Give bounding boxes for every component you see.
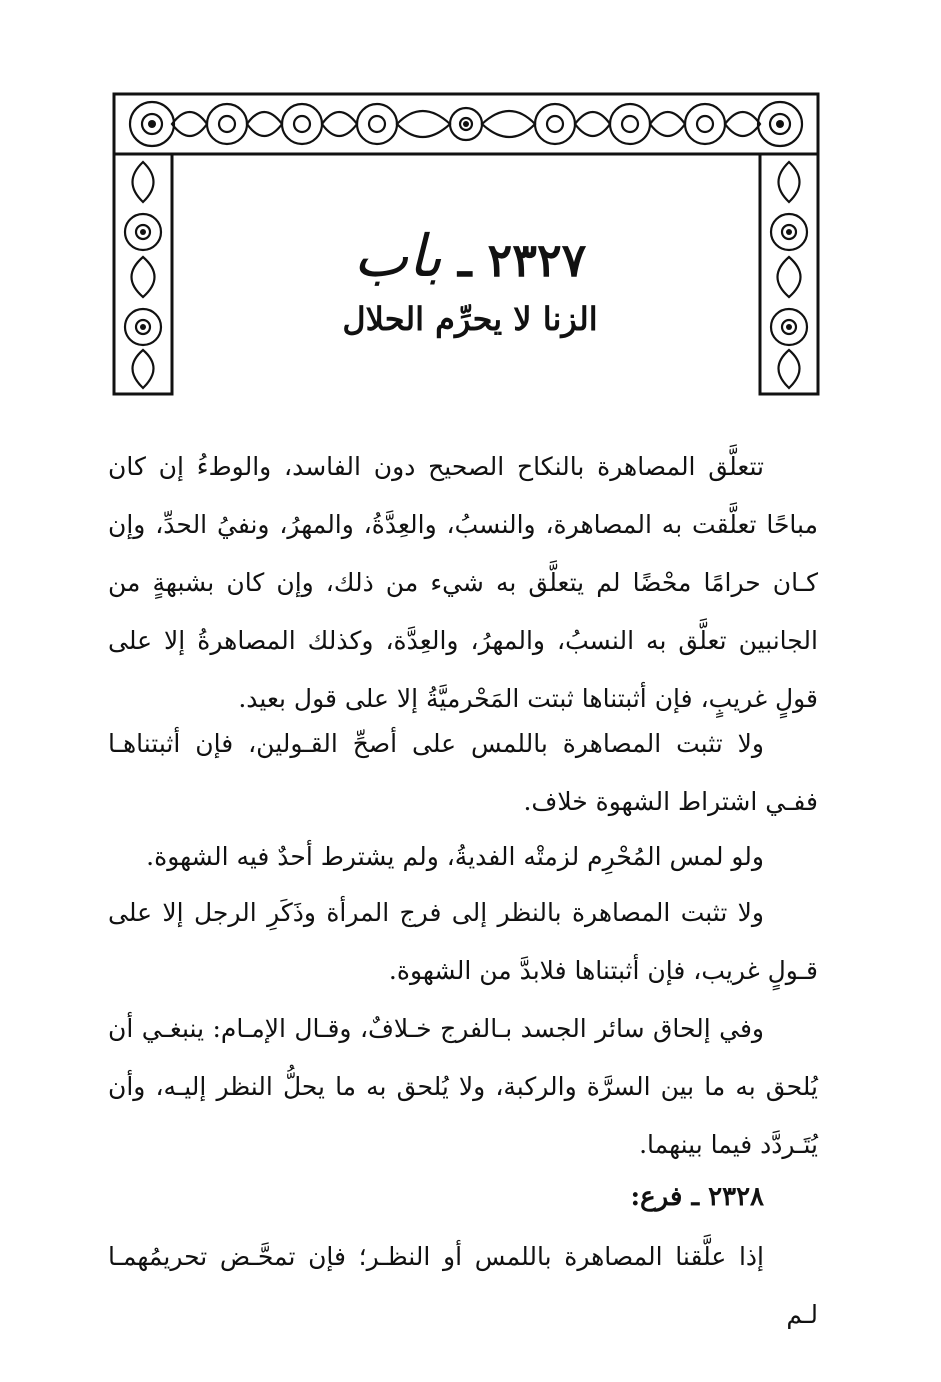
section-number: ٢٣٢٨ <box>708 1182 764 1212</box>
paragraph-4-text: ولا تثبت المصاهرة بالنظر إلى فرج المرأة وذَكَرِ الرجل إلا على قـولٍ غريب، فإن أثبتناها فلابدَّ من الشهوة. <box>108 898 818 985</box>
paragraph-6 <box>108 1228 818 1344</box>
chapter-title: الزنا لا يحرِّم الحلال <box>342 300 598 338</box>
chapter-dash: ـ <box>458 233 472 287</box>
paragraph-2 <box>108 715 818 831</box>
paragraph-3-text: ولو لمس المُحْرِم لزمتْه الفديةُ، ولم يشترط أحدٌ فيه الشهوة. <box>146 842 764 871</box>
paragraph-1-text: تتعلَّق المصاهرة بالنكاح الصحيح دون الفاسد، والوطءُ إن كان مباحًا تعلَّقت به المصاهرة، والنسبُ، والعِدَّةُ، والمهرُ، ونفيُ الحدِّ، وإن كـان حرامًا محْضًا لم يتعلَّق به شيء من ذلك، وإن كان بشبهةٍ من الجانبين تعلَّق به النسبُ، والمهرُ، والعِدَّة، وكذلك المصاهرةُ إلا على قولٍ غريبٍ، فإن أثبتناها ثبتت المَحْرميَّةُ إلا على قول بعيد. <box>108 452 818 713</box>
paragraph-4 <box>108 884 818 1000</box>
chapter-heading <box>200 222 740 290</box>
paragraph-1 <box>108 438 818 728</box>
section-heading: ٢٣٢٨ ـ فرع: <box>630 1182 764 1212</box>
section-label: فرع: <box>630 1182 683 1212</box>
chapter-word: باب <box>353 222 443 290</box>
paragraph-5-text: وفي إلحاق سائر الجسد بـالفرج خـلافٌ، وقـال الإمـام: ينبغـي أن يُلحق به ما بين السرَّة والركبة، ولا يُلحق به ما يحلُّ النظر إليـه، وأن يُتَـردَّد فيما بينهما. <box>108 1014 818 1159</box>
paragraph-2-text: ولا تثبت المصاهرة باللمس على أصحِّ القـولين، فإن أثبتناهـا ففـي اشتراط الشهوة خلاف. <box>108 729 818 816</box>
paragraph-3 <box>108 828 818 886</box>
paragraph-6-text: إذا علَّقنا المصاهرة باللمس أو النظـر؛ فإن تمحَّـض تحريمُهمـا لـم <box>108 1242 818 1329</box>
chapter-number: ٢٣٢٧ <box>487 233 587 287</box>
paragraph-5 <box>108 1000 818 1174</box>
